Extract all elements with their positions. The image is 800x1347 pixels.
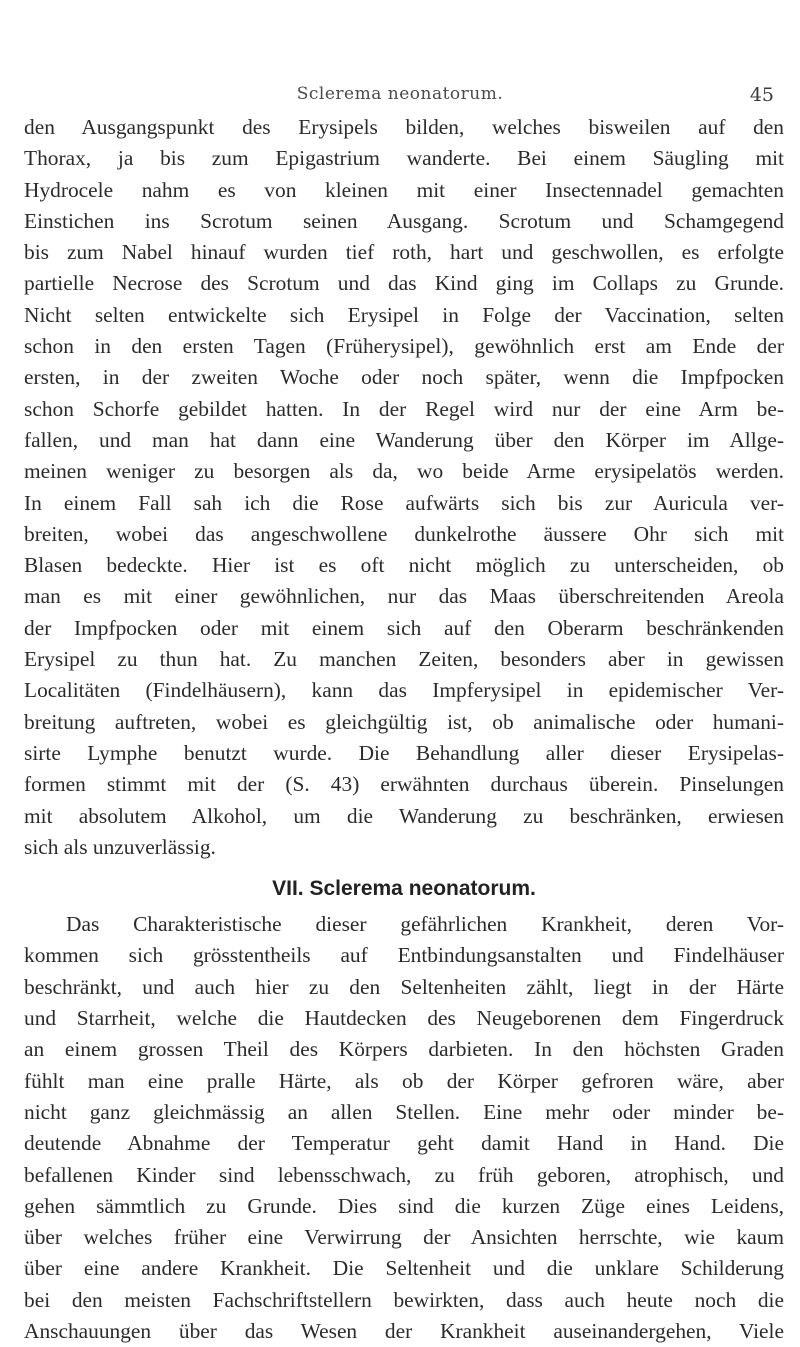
text-line: partielle Necrose des Scrotum und das Kind ging im Collaps zu Grunde. [24,271,784,296]
running-head [0,84,800,110]
text-line: kommen sich grösstentheils auf Entbindungsanstalten und Findelhäuser [24,943,784,968]
text-line: breitung auftreten, wobei es gleichgültig ist, ob animalische oder humani- [24,709,784,734]
text-line: schon in den ersten Tagen (Früherysipel), gewöhnlich erst am Ende der [24,334,784,359]
text-line: sirte Lymphe benutzt wurde. Die Behandlung aller dieser Erysipelas- [24,740,784,765]
text-line: Localitäten (Findelhäusern), kann das Impferysipel in epidemischer Ver- [24,678,784,703]
text-line: Erysipel zu thun hat. Zu manchen Zeiten, besonders aber in gewissen [24,647,784,672]
body-text [24,112,784,1347]
text-line: gehen sämmtlich zu Grunde. Dies sind die kurzen Züge eines Leidens, [24,1193,784,1218]
text-line: deutende Abnahme der Temperatur geht damit Hand in Hand. Die [24,1131,784,1156]
text-line: fühlt man eine pralle Härte, als ob der Körper gefroren wäre, aber [24,1068,784,1093]
text-line: befallenen Kinder sind lebensschwach, zu früh geboren, atrophisch, und [24,1162,784,1187]
text-line: Hydrocele nahm es von kleinen mit einer Insectennadel gemachten [24,177,784,202]
text-line: Einstichen ins Scrotum seinen Ausgang. Scrotum und Schamgegend [24,208,784,233]
text-line: und Starrheit, welche die Hautdecken des Neugeborenen dem Fingerdruck [24,1006,784,1031]
text-line: über eine andere Krankheit. Die Seltenheit und die unklare Schilderung [24,1256,784,1281]
text-line: den Ausgangspunkt des Erysipels bilden, welches bisweilen auf den [24,115,784,139]
text-line: fallen, und man hat dann eine Wanderung über den Körper im Allge- [24,427,784,452]
section-heading: VII. Sclerema neonatorum. [272,877,536,901]
running-title: Sclerema neonatorum. [296,84,504,104]
text-line: ersten, in der zweiten Woche oder noch später, wenn die Impfpocken [24,365,784,390]
text-line: schon Schorfe gebildet hatten. In der Regel wird nur der eine Arm be- [24,396,784,421]
text-line: Blasen bedeckte. Hier ist es oft nicht möglich zu unterscheiden, ob [24,553,784,578]
text-line: beschränkt, und auch hier zu den Seltenheiten zählt, liegt in der Härte [24,974,784,999]
text-line: der Impfpocken oder mit einem sich auf den Oberarm beschränkenden [24,615,784,640]
page-number: 45 [749,84,774,106]
text-line: Das Charakteristische dieser gefährlichen Krankheit, deren Vor- [66,912,784,937]
text-line: bei den meisten Fachschriftstellern bewirkten, dass auch heute noch die [24,1287,784,1312]
text-line: sich als unzuverlässig. [24,834,216,859]
text-line: meinen weniger zu besorgen als da, wo beide Arme erysipelatös werden. [24,459,784,484]
text-line: breiten, wobei das angeschwollene dunkelrothe äussere Ohr sich mit [24,521,784,546]
text-line: nicht ganz gleichmässig an allen Stellen. Eine mehr oder minder be- [24,1099,784,1124]
text-line: mit absolutem Alkohol, um die Wanderung zu beschränken, erwiesen [24,803,784,828]
text-line: In einem Fall sah ich die Rose aufwärts sich bis zur Auricula ver- [24,490,784,515]
text-line: Nicht selten entwickelte sich Erysipel in Folge der Vaccination, selten [24,302,784,327]
text-line: bis zum Nabel hinauf wurden tief roth, hart und geschwollen, es erfolgte [24,240,784,265]
text-line: an einem grossen Theil des Körpers darbieten. In den höchsten Graden [24,1037,784,1062]
text-line: formen stimmt mit der (S. 43) erwähnten durchaus überein. Pinselungen [24,772,784,797]
text-line: über welches früher eine Verwirrung der Ansichten herrschte, wie kaum [24,1225,784,1250]
paragraph-erysipel [24,112,784,863]
text-line: Thorax, ja bis zum Epigastrium wanderte. Bei einem Säugling mit [24,146,784,171]
text-line: Anschauungen über das Wesen der Krankheit auseinandergehen, Viele [24,1318,784,1343]
paragraph-sclerema [24,909,784,1347]
text-line: man es mit einer gewöhnlichen, nur das Maas überschreitenden Areola [24,584,784,609]
